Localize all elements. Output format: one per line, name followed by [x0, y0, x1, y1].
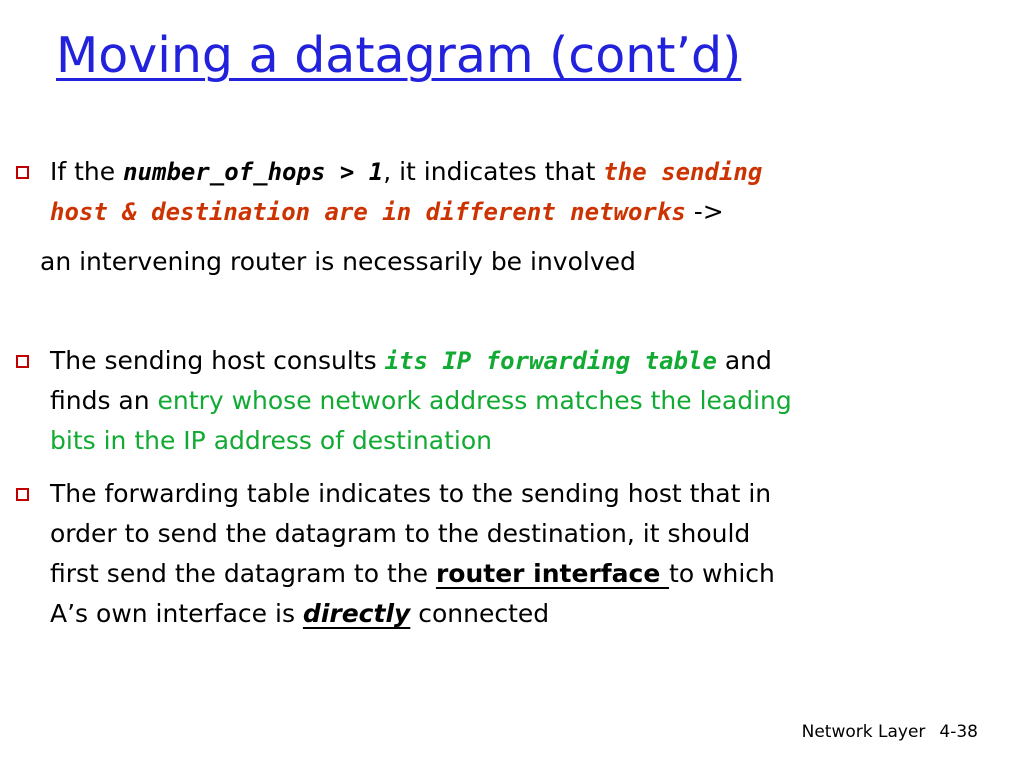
hops-expression: number_of_hops > 1 — [123, 158, 384, 186]
slide-footer — [802, 722, 978, 742]
continuation-line-text: an intervening router is necessarily be involved — [40, 247, 636, 276]
bullet-2-line-1 — [50, 341, 1010, 381]
slide-title: Moving a datagram (cont’d) — [56, 27, 742, 84]
footer-page-number: 4-38 — [939, 722, 978, 742]
text-run: to which — [669, 559, 775, 588]
bullet-1-line-1 — [50, 152, 1010, 192]
text-run: first send the datagram to the — [50, 559, 436, 588]
footer-section: Network Layer — [801, 722, 926, 742]
text-run: order to send the datagram to the destination, it should — [50, 519, 751, 548]
router-interface-emphasis: router interface — [435, 559, 670, 588]
bullet-1-line-2 — [50, 192, 1010, 232]
bullet-2-line-3 — [50, 421, 1010, 461]
directly-emphasis: directly — [302, 599, 411, 628]
text-run: finds an — [50, 386, 158, 415]
emphasis-green: entry whose network address matches the leading — [157, 386, 792, 415]
bullet-3-line-4 — [50, 594, 1010, 634]
emphasis-green: bits in the IP address of destination — [50, 426, 492, 455]
emphasis-green: its IP forwarding table — [384, 347, 717, 375]
bullet-1-text — [50, 152, 1010, 232]
bullet-3-line-3 — [50, 554, 1010, 594]
emphasis-red: host & destination are in different networks — [50, 198, 686, 226]
bullet-box-icon — [16, 166, 29, 179]
text-run: If the — [50, 157, 124, 186]
text-run: and — [716, 346, 772, 375]
text-run: The sending host consults — [50, 346, 385, 375]
continuation-text — [40, 242, 1000, 282]
bullet-box-icon — [16, 488, 29, 501]
bullet-3-line-1 — [50, 474, 1010, 514]
text-run: A’s own interface is — [50, 599, 303, 628]
text-run: The forwarding table indicates to the sending host that in — [50, 479, 772, 508]
text-run: connected — [410, 599, 550, 628]
bullet-2-text — [50, 341, 1010, 461]
emphasis-red: the sending — [603, 158, 763, 186]
bullet-3-line-2 — [50, 514, 1010, 554]
text-run: -> — [685, 197, 724, 226]
bullet-2-line-2 — [50, 381, 1010, 421]
bullet-3-text — [50, 474, 1010, 634]
bullet-box-icon — [16, 355, 29, 368]
text-run: , it indicates that — [383, 157, 604, 186]
